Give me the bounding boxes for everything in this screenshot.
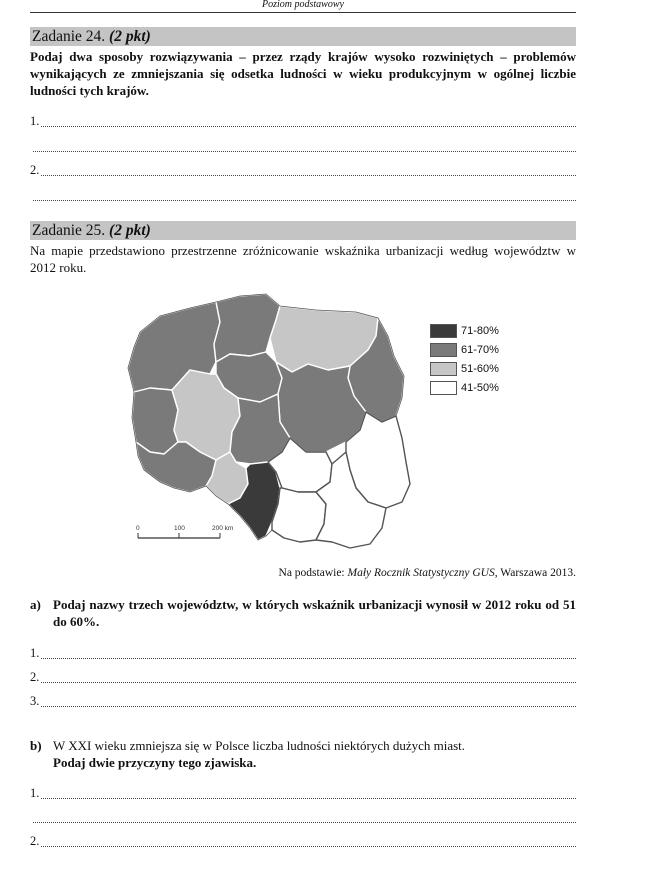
task-24-header xyxy=(30,27,576,46)
legend-label: 51-60% xyxy=(461,363,499,375)
subtask-b xyxy=(30,737,576,771)
poland-voivodeships-map xyxy=(120,292,420,557)
legend-swatch xyxy=(430,343,457,357)
subtask-a-question: Podaj nazwy trzech województw, w których wskaźnik urbanizacji wynosił w 2012 roku od 51 do 60%. xyxy=(53,597,576,629)
legend-label: 41-50% xyxy=(461,382,499,394)
legend-swatch xyxy=(430,324,457,338)
source-title: Mały Rocznik Statystyczny GUS xyxy=(347,567,495,579)
subtask-b-mark: b) xyxy=(30,738,42,753)
region-pomorskie xyxy=(214,294,280,362)
subtask-b-statement: W XXI wieku zmniejsza się w Polsce liczba ludności niektórych dużych miast. xyxy=(53,738,466,753)
legend-swatch xyxy=(430,362,457,376)
region-malopolskie xyxy=(272,488,326,542)
page-header xyxy=(30,0,576,13)
task-25-title: Zadanie 25. xyxy=(32,222,106,239)
answer-line[interactable]: 1. xyxy=(30,786,576,802)
legend-label: 71-80% xyxy=(461,325,499,337)
map-source xyxy=(30,567,576,579)
task-25-header xyxy=(30,221,576,240)
legend-swatch xyxy=(430,381,457,395)
map-scale-bar xyxy=(136,525,233,538)
urbanization-map xyxy=(120,292,420,557)
answer-line[interactable]: 2. xyxy=(30,670,576,686)
answer-line[interactable]: 1. xyxy=(30,646,576,662)
scale-label-200: 200 km xyxy=(212,525,234,532)
scale-label-100: 100 xyxy=(174,525,185,532)
task-24-title: Zadanie 24. xyxy=(32,28,106,45)
task-25-intro: Na mapie przedstawiono przestrzenne zróżnicowanie wskaźnika urbanizacji według województw w 2012 roku. xyxy=(30,243,576,275)
scale-label-0: 0 xyxy=(136,525,140,532)
answer-line[interactable]: 1. xyxy=(30,114,576,130)
subtask-b-question: Podaj dwie przyczyny tego zjawiska. xyxy=(53,755,257,770)
source-suffix: , Warszawa 2013. xyxy=(494,567,576,579)
answer-line[interactable]: 3. xyxy=(30,694,576,710)
answer-line[interactable] xyxy=(30,188,576,204)
task-25-points: (2 pkt) xyxy=(109,222,151,239)
answer-line[interactable]: 2. xyxy=(30,834,576,850)
task-24-points: (2 pkt) xyxy=(109,28,151,45)
task-24-question: Podaj dwa sposoby rozwiązywania – przez rządy krajów wysoko rozwiniętych – problemów wynikających ze zmniejszania się odsetka ludności w wieku produkcyjnym w ogólnej liczbie ludności tych krajów. xyxy=(30,49,576,98)
exam-level: Poziom podstawowy xyxy=(262,0,344,10)
subtask-a xyxy=(30,596,576,630)
source-prefix: Na podstawie: xyxy=(278,567,348,579)
answer-line[interactable] xyxy=(30,810,576,826)
legend-label: 61-70% xyxy=(461,344,499,356)
answer-line[interactable] xyxy=(30,139,576,155)
answer-line[interactable]: 2. xyxy=(30,163,576,179)
subtask-a-mark: a) xyxy=(30,597,41,612)
